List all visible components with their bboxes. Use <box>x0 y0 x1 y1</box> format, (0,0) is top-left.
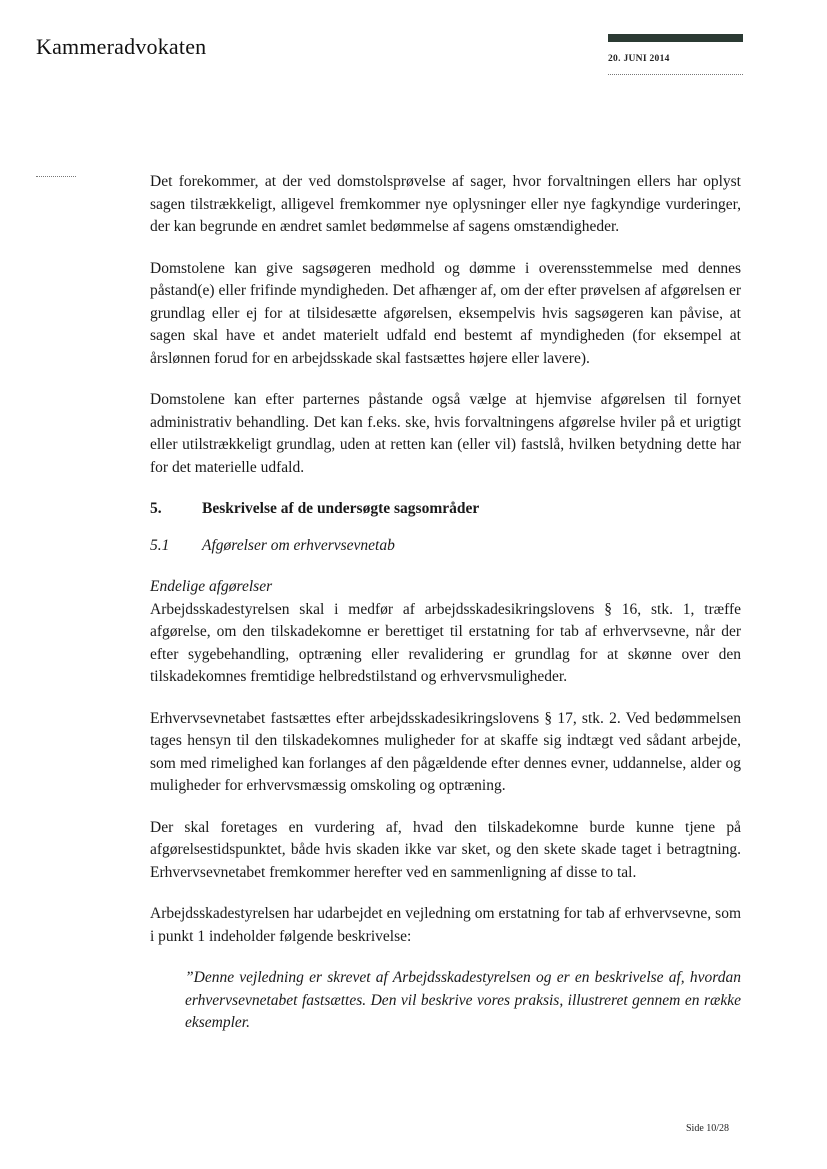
document-body <box>150 171 741 1035</box>
paragraph: Domstolene kan efter parternes påstande også vælge at hjemvise afgørelsen til fornyet administrativ behandling. Det kan f.eks. ske, hvis forvaltningens afgørelse hviler på et urigtigt eller utilstrækkeligt grundlag, uden at retten kan (eller vil) fastslå, hvilken betydning dette har for det materielle udfald. <box>150 391 741 476</box>
page-number: Side 10/28 <box>686 1123 730 1134</box>
margin-divider <box>36 176 76 177</box>
paragraph-label: Endelige afgørelser <box>150 578 273 595</box>
paragraph: Domstolene kan give sagsøgeren medhold og dømme i overensstemmelse med dennes påstand(e) eller frifinde myndigheden. Det afhænger af, om der efter prøvelsen af afgørelsen er grundlag eller ej for at tilsidesætte afgørelsen, eksempelvis hvis sagsøgeren kan påvise, at sagen skal have et andet materielt udfald end bestemt af myndigheden (for eksempel at årslønnen forud for en arbejdsskade skal fastsættes højere eller lavere). <box>150 259 741 367</box>
paragraph: Det forekommer, at der ved domstolsprøvelse af sager, hvor forvaltningen ellers har oplyst sagen tilstrækkeligt, alligevel fremkommer nye oplysninger eller nye fagkyndige vurderinger, der kan begrunde en ændret samlet bedømmelse af sagens omstændigheder. <box>150 173 741 235</box>
section-title: Beskrivelse af de undersøgte sagsområder <box>202 500 480 517</box>
section-number: 5. <box>150 500 162 517</box>
brand-logo-text: Kammeradvokaten <box>36 34 207 59</box>
subsection-number: 5.1 <box>150 536 170 554</box>
subsection-title: Afgørelser om erhvervsevnetab <box>202 536 395 554</box>
paragraph: Der skal foretages en vurdering af, hvad den tilskadekomne burde kunne tjene på afgørelsestidspunktet, både hvis skaden ikke var sket, og den skete skade taget i betragtning. Erhvervsevnetabet fremkommer herefter ved en sammenligning af disse to tal. <box>150 818 741 881</box>
date-divider <box>608 74 743 75</box>
header-bar <box>608 34 743 42</box>
section-heading <box>150 498 741 521</box>
subsection-heading <box>150 535 741 558</box>
document-date: 20. JUNI 2014 <box>608 54 670 64</box>
block-quote: ”Denne vejledning er skrevet af Arbejdsskadestyrelsen og er en beskrivelse af, hvordan erhvervsevnetabet fastsættes. Den vil beskrive vores praksis, illustreret gennem en række eksempler. <box>185 969 741 1031</box>
paragraph: Arbejdsskadestyrelsen skal i medfør af arbejdsskadesikringslovens § 16, stk. 1, træffe afgørelse, om den tilskadekomne er berettiget til erstatning for tab af erhvervsevne, når der efter sygebehandling, optræning eller revalidering er grundlag for at skønne over den tilskadekomnes fremtidige helbredstilstand og erhvervsmuligheder. <box>150 600 741 685</box>
paragraph: Arbejdsskadestyrelsen har udarbejdet en vejledning om erstatning for tab af erhvervsevne, som i punkt 1 indeholder følgende beskrivelse: <box>150 905 741 945</box>
paragraph: Erhvervsevnetabet fastsættes efter arbejdsskadesikringslovens § 17, stk. 2. Ved bedømmelsen tages hensyn til den tilskadekomnes muligheder for at skaffe sig indtægt ved sådant arbejde, som med rimelighed kan forlanges af den pågældende efter dennes evner, uddannelse, alder og muligheder for erhvervsmæssig omskoling og optræning. <box>150 709 741 794</box>
